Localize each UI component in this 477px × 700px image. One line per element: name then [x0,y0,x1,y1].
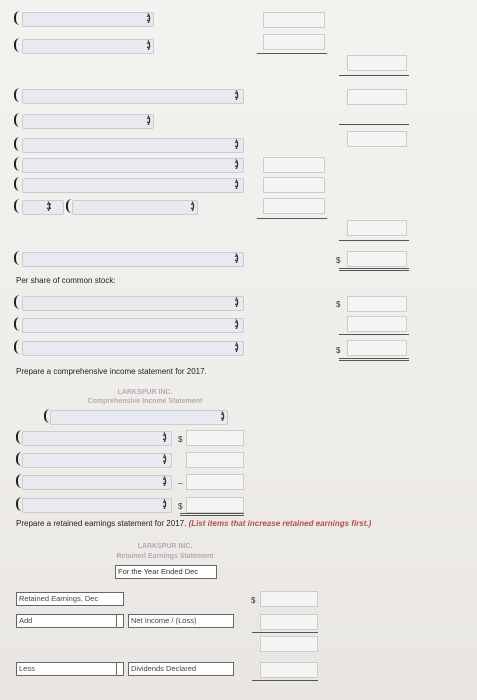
re-row-3-prefix-field[interactable]: Less [16,662,124,676]
ci-company-name: LARKSPUR INC. [117,389,173,396]
row-7-dropdown-icon: :) [234,179,237,190]
ci-statement-title: Comprehensive Income Statement [87,398,203,405]
row-9-account-select[interactable] [22,252,244,267]
re-row-2-input[interactable] [260,614,318,630]
re-row-2-label-field[interactable]: Net Income / (Loss) [128,614,234,628]
ci-row-2-input[interactable] [186,452,244,468]
row-6-dropdown-icon: :) [234,159,237,170]
ci-row-1-dropdown-icon: :) [162,432,165,443]
re-row-3-input[interactable] [260,662,318,678]
row-6-amount-input[interactable] [263,157,325,173]
eps-row-3-paren [14,340,20,354]
eps-row-3-input[interactable] [347,340,407,356]
row-9-double-underline [339,268,409,271]
row-3-total-input[interactable] [347,89,407,105]
row-2-paren [14,38,20,52]
row-8-paren [14,199,20,213]
row-3-account-select[interactable] [22,89,244,104]
ci-row-1-input[interactable] [186,430,244,446]
row-8-amount-input[interactable] [263,198,325,214]
re-row-3-prefix-stepper[interactable] [116,662,124,676]
eps-row-3-dropdown-icon: :) [234,342,237,353]
row-9-dollar: $ [336,256,341,265]
eps-row-1-dollar: $ [336,300,341,309]
ci-row-3-select[interactable] [22,475,172,490]
row-2-account-select[interactable] [22,39,154,54]
ci-row-3-input[interactable] [186,474,244,490]
ci-row-4-double-underline [180,513,244,516]
ci-row-2-select[interactable] [22,453,172,468]
row-9-total-input[interactable] [347,251,407,267]
eps-row-2-underline [339,334,409,335]
re-row-2-prefix-field[interactable]: Add [16,614,124,628]
ci-row-4-dropdown-icon: :) [162,499,165,510]
ci-row-1-dollar: $ [178,435,183,444]
re-row-1-dollar: $ [251,596,256,605]
eps-row-2-input[interactable] [347,316,407,332]
row-7-paren [14,177,20,191]
ci-row-4-input[interactable] [186,497,244,513]
row-3-dropdown-icon: :) [234,90,237,101]
eps-row-3-dollar: $ [336,346,341,355]
re-row-1-input[interactable] [260,591,318,607]
row-9-paren [14,251,20,265]
eps-row-2-paren [14,317,20,331]
re-row-3-underline [252,680,318,681]
eps-row-1-select[interactable] [22,296,244,311]
row-8-dropdown-b-icon: :) [190,201,193,212]
row-4-paren [14,113,20,127]
row-1-dropdown-icon: :) [146,13,149,24]
row-5-dropdown-icon: :) [234,139,237,150]
re-row-2-total-input[interactable] [260,636,318,652]
row-6-account-select[interactable] [22,158,244,173]
re-statement-title: Retained Earnings Statement [116,553,214,560]
eps-row-3-double-underline [339,358,409,361]
row-4-dropdown-icon: :) [146,115,149,126]
row-4-underline [339,124,409,125]
row-2-dropdown-icon: :) [146,40,149,51]
row-5-account-select[interactable] [22,138,244,153]
row-5-paren [14,137,20,151]
ci-period-select[interactable] [50,410,228,425]
eps-row-1-input[interactable] [347,296,407,312]
row-9-dropdown-icon: :) [234,253,237,264]
row-1-amount-input[interactable] [263,12,325,28]
ci-period-dropdown-icon: :) [220,411,223,422]
ci-row-4-select[interactable] [22,498,172,513]
re-period-field[interactable]: For the Year Ended Dec [115,565,217,579]
row-8-total-underline [339,240,409,241]
re-row-2-underline [252,632,318,633]
row-2-total-input[interactable] [347,55,407,71]
re-company-name: LARKSPUR INC. [137,543,193,550]
row-7-account-select[interactable] [22,178,244,193]
row-8-account-select-b[interactable] [72,200,198,215]
ci-row-1-select[interactable] [22,431,172,446]
row-2-underline [257,53,327,54]
row-4-total-input[interactable] [347,131,407,147]
row-8-account-select-a[interactable] [22,200,64,215]
row-8-dropdown-a-icon: :): [46,201,50,212]
ci-row-4-dollar: $ [178,502,183,511]
comprehensive-instruction: Prepare a comprehensive income statement for 2017. [16,367,207,376]
row-1-account-select[interactable] [22,12,154,27]
eps-row-1-paren [14,295,20,309]
row-4-account-select[interactable] [22,114,154,129]
row-8-underline [257,218,327,219]
eps-row-1-dropdown-icon: :) [234,297,237,308]
eps-row-3-select[interactable] [22,341,244,356]
row-3-paren [14,88,20,102]
ci-row-3-dash: _ [178,475,183,484]
row-8-total-input[interactable] [347,220,407,236]
ci-row-3-dropdown-icon: :) [162,476,165,487]
retained-instruction-text: Prepare a retained earnings statement for 2017. [16,519,187,528]
per-share-label: Per share of common stock: [16,276,116,285]
row-2-total-underline [339,75,409,76]
re-row-3-label-field[interactable]: Dividends Declared [128,662,234,676]
re-row-1-label-field[interactable]: Retained Earnings, Dec [16,592,124,606]
retained-instruction-note: (List items that increase retained earnings first.) [188,519,372,528]
row-6-paren [14,157,20,171]
eps-row-2-dropdown-icon: :) [234,319,237,330]
row-7-amount-input[interactable] [263,177,325,193]
re-row-2-prefix-stepper[interactable] [116,614,124,628]
row-1-paren [14,11,20,25]
eps-row-2-select[interactable] [22,318,244,333]
ci-row-2-dropdown-icon: :) [162,454,165,465]
retained-instruction [16,519,371,528]
row-2-amount-input[interactable] [263,34,325,50]
